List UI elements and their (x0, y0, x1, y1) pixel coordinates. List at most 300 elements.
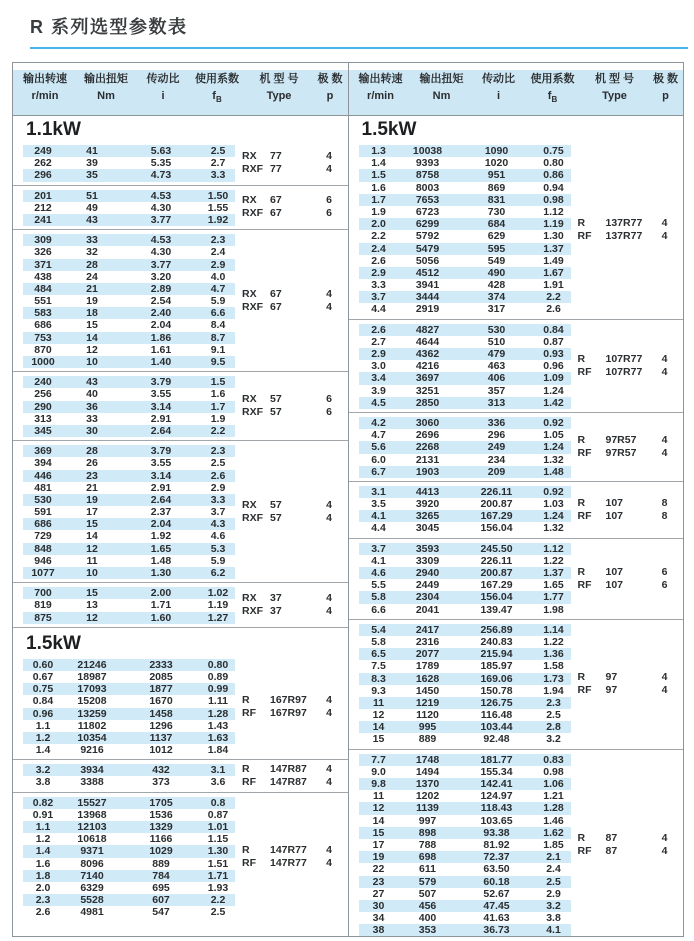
cell-output-speed: 870 (34, 343, 52, 356)
cell-service-factor: 4.0 (210, 270, 226, 283)
poles-value: 4 (326, 604, 332, 617)
cell-ratio: 547 (152, 906, 170, 919)
table-row (23, 870, 235, 882)
cell-output-torque: 698 (418, 851, 437, 864)
cell-output-torque: 353 (418, 924, 437, 937)
cell-output-torque: 13259 (77, 707, 107, 720)
cell-output-speed: 15 (372, 826, 385, 839)
data-block (13, 232, 348, 369)
cell-service-factor: 4.7 (210, 282, 226, 295)
cell-output-speed: 2.2 (371, 230, 386, 243)
model-size: 87 (605, 844, 618, 857)
table-row (359, 802, 571, 814)
cell-ratio: 3.55 (150, 388, 172, 401)
cell-service-factor: 1.46 (543, 814, 564, 827)
block-separator (349, 619, 684, 620)
model-line (578, 366, 668, 379)
cell-output-speed: 551 (34, 295, 52, 308)
cell-output-speed: 946 (34, 554, 52, 567)
table-row (23, 518, 235, 530)
model-line (578, 497, 668, 510)
cell-output-torque: 40 (86, 388, 98, 401)
cell-service-factor: 0.83 (543, 753, 564, 766)
cell-output-speed: 1.6 (35, 857, 51, 870)
cell-ratio: 4.30 (150, 246, 172, 259)
cell-ratio: 167.29 (480, 510, 513, 523)
cell-service-factor: 2.6 (210, 469, 226, 482)
header-label: 输出转速 (358, 73, 403, 85)
model-size: 57 (270, 393, 282, 406)
table-row (23, 482, 235, 494)
cell-output-speed: 0.75 (32, 683, 54, 696)
cell-service-factor: 0.84 (543, 323, 564, 336)
model-size: 57 (270, 511, 282, 524)
cell-output-torque: 7140 (80, 869, 104, 882)
header-label: 使用系数 (195, 73, 239, 85)
cell-output-torque: 5792 (415, 230, 440, 243)
cell-ratio: 81.92 (483, 838, 510, 851)
cell-output-torque: 12 (86, 542, 98, 555)
table-row (23, 764, 235, 776)
cell-ratio: 629 (487, 230, 506, 243)
header-label-row (13, 70, 348, 86)
cell-ratio: 1.71 (150, 599, 172, 612)
model-info (242, 288, 332, 314)
model-info (578, 832, 668, 858)
table-row (359, 636, 571, 648)
cell-service-factor: 1.22 (543, 554, 564, 567)
cell-output-torque: 49 (86, 201, 98, 214)
poles-value: 4 (661, 433, 668, 446)
model-line (242, 301, 332, 314)
poles-value: 4 (326, 707, 332, 719)
model-line (242, 592, 332, 605)
cell-output-speed: 700 (34, 587, 52, 600)
table-row (359, 324, 571, 336)
cell-output-torque: 15208 (77, 695, 107, 708)
table-row (359, 721, 571, 733)
table-row (359, 522, 571, 534)
data-block (349, 322, 684, 410)
table-row (23, 708, 235, 720)
cell-output-speed: 2.6 (371, 254, 386, 267)
cell-output-torque: 4512 (415, 266, 440, 279)
cell-output-speed: 3.2 (35, 764, 51, 777)
cell-output-torque: 3941 (415, 279, 440, 292)
cell-output-speed: 5.8 (371, 635, 386, 648)
cell-output-torque: 41 (86, 145, 98, 157)
table-row (23, 388, 235, 400)
cell-service-factor: 3.8 (546, 912, 561, 925)
cell-service-factor: 2.9 (210, 258, 226, 271)
cell-output-torque: 3309 (415, 554, 440, 567)
model-size: 167R97 (270, 694, 307, 706)
cell-output-speed: 7.5 (371, 660, 386, 673)
cell-service-factor: 1.42 (543, 396, 564, 409)
cell-output-torque: 15527 (77, 796, 107, 809)
cell-output-speed: 22 (372, 863, 385, 876)
cell-ratio: 124.97 (480, 790, 513, 803)
cell-service-factor: 8.4 (210, 319, 226, 332)
cell-output-torque: 4216 (415, 360, 440, 373)
cell-service-factor: 5.3 (210, 542, 226, 555)
cell-output-speed: 27 (372, 887, 385, 900)
cell-ratio: 2.91 (150, 412, 172, 425)
cell-output-speed: 0.84 (32, 695, 54, 708)
table-row (359, 912, 571, 924)
model-line (242, 844, 332, 857)
cell-output-torque: 33 (86, 412, 98, 425)
cell-output-torque: 13 (86, 599, 98, 612)
cell-output-torque: 13968 (77, 808, 107, 821)
cell-ratio: 3.79 (150, 445, 172, 458)
cell-ratio: 869 (487, 181, 506, 194)
cell-output-torque: 8758 (415, 169, 440, 182)
cell-ratio: 103.65 (480, 814, 513, 827)
block-separator (349, 749, 684, 750)
model-info (578, 497, 668, 523)
poles-value: 4 (326, 511, 332, 524)
cell-output-speed: 2.9 (371, 266, 386, 279)
cell-output-torque: 3593 (415, 542, 440, 555)
cell-output-torque: 456 (418, 899, 437, 912)
cell-ratio: 490 (487, 266, 506, 279)
cell-output-torque: 10354 (77, 731, 107, 744)
cell-service-factor: 1.63 (207, 731, 229, 744)
page-title: R 系列选型参数表 (30, 17, 188, 37)
cell-ratio: 951 (487, 169, 506, 182)
poles-value: 8 (661, 509, 668, 522)
cell-output-speed: 4.5 (371, 396, 386, 409)
table-row (359, 206, 571, 218)
cell-service-factor: 0.87 (543, 335, 564, 348)
cell-output-torque: 18987 (77, 670, 107, 683)
cell-service-factor: 0.93 (543, 348, 564, 360)
cell-output-torque: 12 (86, 343, 98, 356)
cell-ratio: 139.47 (480, 603, 513, 616)
cell-output-torque: 12103 (77, 821, 107, 833)
cell-output-speed: 38 (372, 924, 385, 937)
cell-service-factor: 0.75 (543, 145, 564, 157)
poles-value: 4 (326, 775, 332, 788)
cell-output-torque: 611 (419, 863, 436, 876)
cell-service-factor: 1.14 (543, 623, 564, 636)
table-row (359, 648, 571, 660)
cell-service-factor: 2.3 (546, 696, 561, 709)
model-line (242, 763, 332, 776)
header-unit: Nm (97, 90, 115, 102)
cell-service-factor: 0.98 (543, 765, 564, 778)
header-unit: p (662, 90, 669, 102)
model-series: RX (242, 591, 257, 604)
poles-value: 4 (661, 671, 668, 684)
model-size: 97R57 (605, 446, 637, 459)
table-row (23, 845, 235, 857)
cell-output-speed: 1.4 (35, 845, 51, 858)
model-size: 107R77 (605, 352, 643, 365)
cell-output-speed: 9.8 (371, 778, 386, 790)
table-row (23, 445, 235, 457)
header-label: 使用系数 (530, 73, 575, 85)
cell-output-torque: 6299 (415, 218, 440, 231)
cell-output-speed: 819 (34, 599, 52, 612)
cell-service-factor: 1.92 (207, 213, 229, 226)
cell-output-torque: 1450 (415, 684, 440, 697)
cell-ratio: 1.30 (150, 567, 172, 579)
cell-service-factor: 2.3 (210, 445, 226, 458)
table-row (23, 882, 235, 894)
cell-output-speed: 0.60 (32, 658, 54, 671)
cell-service-factor: 1.85 (543, 838, 564, 851)
cell-service-factor: 1.50 (207, 189, 229, 202)
cell-service-factor: 1.28 (543, 802, 564, 815)
cell-output-torque: 995 (418, 721, 437, 734)
cell-ratio: 1029 (149, 845, 173, 858)
block-separator (349, 538, 684, 539)
model-size: 67 (270, 207, 282, 220)
header-label: 极 数 (317, 73, 343, 85)
table-row (359, 604, 571, 616)
cell-ratio: 3.20 (150, 270, 172, 283)
cell-output-torque: 24 (86, 270, 98, 283)
model-series: RF (577, 509, 592, 522)
cell-ratio: 2.64 (150, 424, 172, 437)
poles-value: 6 (661, 578, 668, 591)
table-row (23, 234, 235, 246)
cell-output-torque: 21 (86, 282, 98, 295)
cell-output-speed: 4.1 (371, 510, 386, 523)
cell-ratio: 695 (152, 881, 170, 894)
cell-output-speed: 290 (34, 400, 52, 413)
cell-ratio: 142.41 (480, 778, 513, 790)
model-series: RF (577, 844, 592, 857)
table-row (359, 279, 571, 291)
model-info (242, 499, 332, 525)
cell-service-factor: 9.5 (210, 356, 226, 368)
cell-ratio: 463 (487, 360, 506, 373)
cell-service-factor: 1.65 (543, 579, 564, 592)
table-row (23, 413, 235, 425)
table-row (23, 259, 235, 271)
table-row (23, 833, 235, 845)
table-half-right (349, 63, 684, 936)
table-row (359, 303, 571, 315)
model-line (578, 579, 668, 592)
table-row (359, 194, 571, 206)
model-line (578, 684, 668, 697)
model-series: RXF (242, 604, 263, 617)
cell-output-torque: 1202 (415, 790, 440, 803)
table-row (359, 291, 571, 303)
cell-service-factor: 3.7 (210, 506, 226, 519)
header-label: 极 数 (652, 73, 679, 85)
cell-ratio: 72.37 (483, 851, 510, 864)
cell-service-factor: 3.3 (210, 493, 226, 506)
cell-ratio: 36.73 (483, 924, 510, 937)
cell-ratio: 374 (487, 291, 506, 304)
cell-service-factor: 1.32 (543, 453, 564, 466)
block-separator (13, 185, 348, 186)
model-info (242, 194, 332, 220)
model-line (242, 207, 332, 220)
cell-output-speed: 3.7 (371, 291, 386, 304)
cell-output-speed: 2.6 (371, 323, 386, 336)
cell-ratio: 47.45 (483, 899, 510, 912)
cell-output-torque: 4644 (415, 335, 440, 348)
table-row (359, 348, 571, 360)
data-block (13, 443, 348, 580)
cell-service-factor: 2.4 (546, 863, 561, 876)
table-row (23, 271, 235, 283)
cell-service-factor: 1.03 (543, 498, 564, 511)
cell-ratio: 226.11 (480, 554, 513, 567)
table-row (359, 498, 571, 510)
cell-output-torque: 26 (86, 457, 98, 470)
cell-output-torque: 997 (418, 814, 437, 827)
column-header-left (13, 70, 348, 116)
table-row (359, 230, 571, 242)
model-size: 107 (605, 578, 624, 591)
cell-ratio: 2.00 (150, 587, 172, 600)
cell-service-factor: 1.9 (210, 412, 226, 425)
cell-service-factor: 0.89 (207, 670, 229, 683)
cell-output-speed: 0.91 (32, 808, 54, 821)
cell-service-factor: 4.3 (210, 518, 226, 531)
model-line (242, 857, 332, 870)
cell-ratio: 2333 (149, 658, 173, 671)
cell-output-speed: 34 (372, 912, 385, 925)
cell-output-speed: 875 (34, 611, 52, 624)
table-row (359, 766, 571, 778)
cell-service-factor: 3.1 (210, 764, 226, 777)
model-line (578, 217, 668, 230)
cell-output-speed: 4.2 (371, 416, 386, 429)
table-row (359, 851, 571, 863)
cell-service-factor: 2.2 (210, 424, 226, 437)
cell-service-factor: 1.24 (543, 441, 564, 454)
cell-output-torque: 19 (86, 295, 98, 308)
cell-output-torque: 2077 (415, 648, 440, 661)
cell-output-speed: 4.4 (371, 303, 386, 316)
table-row (23, 190, 235, 202)
cell-output-speed: 5.8 (371, 591, 386, 604)
cell-output-speed: 1.6 (371, 181, 386, 194)
cell-output-torque: 10038 (412, 145, 443, 157)
cell-service-factor: 2.9 (210, 481, 226, 494)
model-line (578, 832, 668, 845)
cell-service-factor: 1.48 (543, 465, 564, 478)
cell-output-speed: 1.7 (371, 193, 386, 206)
cell-output-speed: 3.7 (371, 542, 386, 555)
cell-ratio: 2.37 (150, 506, 172, 519)
cell-output-speed: 729 (34, 530, 52, 543)
cell-ratio: 93.38 (483, 826, 510, 839)
cell-output-torque: 8096 (80, 857, 104, 870)
model-size: 107 (605, 509, 624, 522)
table-row (359, 839, 571, 851)
cell-output-torque: 2696 (415, 429, 440, 442)
table-half-left (13, 63, 349, 936)
cell-ratio: 92.48 (483, 733, 510, 746)
cell-output-torque: 2131 (415, 453, 440, 466)
table-row (359, 441, 571, 453)
table-row (23, 157, 235, 169)
header-unit: Type (266, 90, 292, 102)
cell-ratio: 2.04 (150, 319, 172, 332)
table-row (359, 863, 571, 875)
cell-ratio: 3.14 (150, 400, 172, 413)
model-series: RF (577, 229, 592, 242)
table-row (359, 454, 571, 466)
cell-service-factor: 2.5 (210, 457, 226, 470)
cell-service-factor: 1.24 (543, 510, 564, 523)
table-row (359, 486, 571, 498)
cell-ratio: 256.89 (480, 623, 513, 636)
cell-output-torque: 10618 (77, 833, 107, 846)
model-size: 67 (270, 300, 282, 313)
cell-ratio: 530 (487, 323, 506, 336)
table-row (23, 543, 235, 555)
model-info (578, 434, 668, 460)
cell-output-speed: 9.3 (371, 684, 386, 697)
cell-output-speed: 262 (34, 157, 52, 170)
table-row (359, 543, 571, 555)
model-size: 67 (270, 287, 282, 300)
cell-output-speed: 2.3 (35, 894, 51, 907)
table-row (23, 307, 235, 319)
cell-output-torque: 1120 (416, 709, 439, 722)
cell-service-factor: 1.62 (543, 826, 564, 839)
table-row (23, 797, 235, 809)
model-line (242, 194, 332, 207)
cell-output-torque: 17 (86, 506, 98, 519)
cell-output-speed: 1000 (31, 356, 55, 368)
header-unit-row (349, 90, 684, 104)
table-row (23, 470, 235, 482)
cell-ratio: 1705 (149, 796, 173, 809)
cell-ratio: 313 (487, 396, 506, 409)
model-size: 147R87 (270, 762, 307, 775)
poles-value: 6 (661, 565, 668, 578)
cell-ratio: 373 (152, 776, 170, 789)
cell-output-speed: 1.2 (35, 731, 51, 744)
cell-service-factor: 6.2 (210, 567, 226, 579)
poles-value: 6 (326, 406, 332, 419)
table-row (359, 591, 571, 603)
block-separator (13, 371, 348, 372)
cell-output-speed: 3.1 (371, 485, 386, 498)
cell-ratio: 116.48 (480, 709, 513, 722)
cell-output-speed: 309 (34, 234, 52, 247)
header-label: 传动比 (482, 73, 515, 85)
cell-service-factor: 2.5 (546, 709, 561, 722)
model-line (242, 163, 332, 176)
cell-ratio: 406 (487, 372, 506, 385)
cell-output-speed: 1.9 (371, 205, 386, 218)
cell-output-speed: 4.6 (371, 567, 386, 579)
model-series: R (577, 352, 586, 365)
cell-output-speed: 848 (34, 542, 52, 555)
cell-output-torque: 8003 (415, 181, 440, 194)
cell-service-factor: 0.80 (207, 658, 229, 671)
cell-output-speed: 1.2 (35, 833, 51, 846)
column-header-right (349, 70, 684, 116)
cell-output-speed: 326 (34, 246, 52, 259)
model-series: RX (242, 393, 257, 406)
cell-ratio: 432 (152, 764, 170, 777)
cell-service-factor: 0.98 (543, 193, 564, 206)
cell-service-factor: 1.30 (207, 845, 229, 858)
